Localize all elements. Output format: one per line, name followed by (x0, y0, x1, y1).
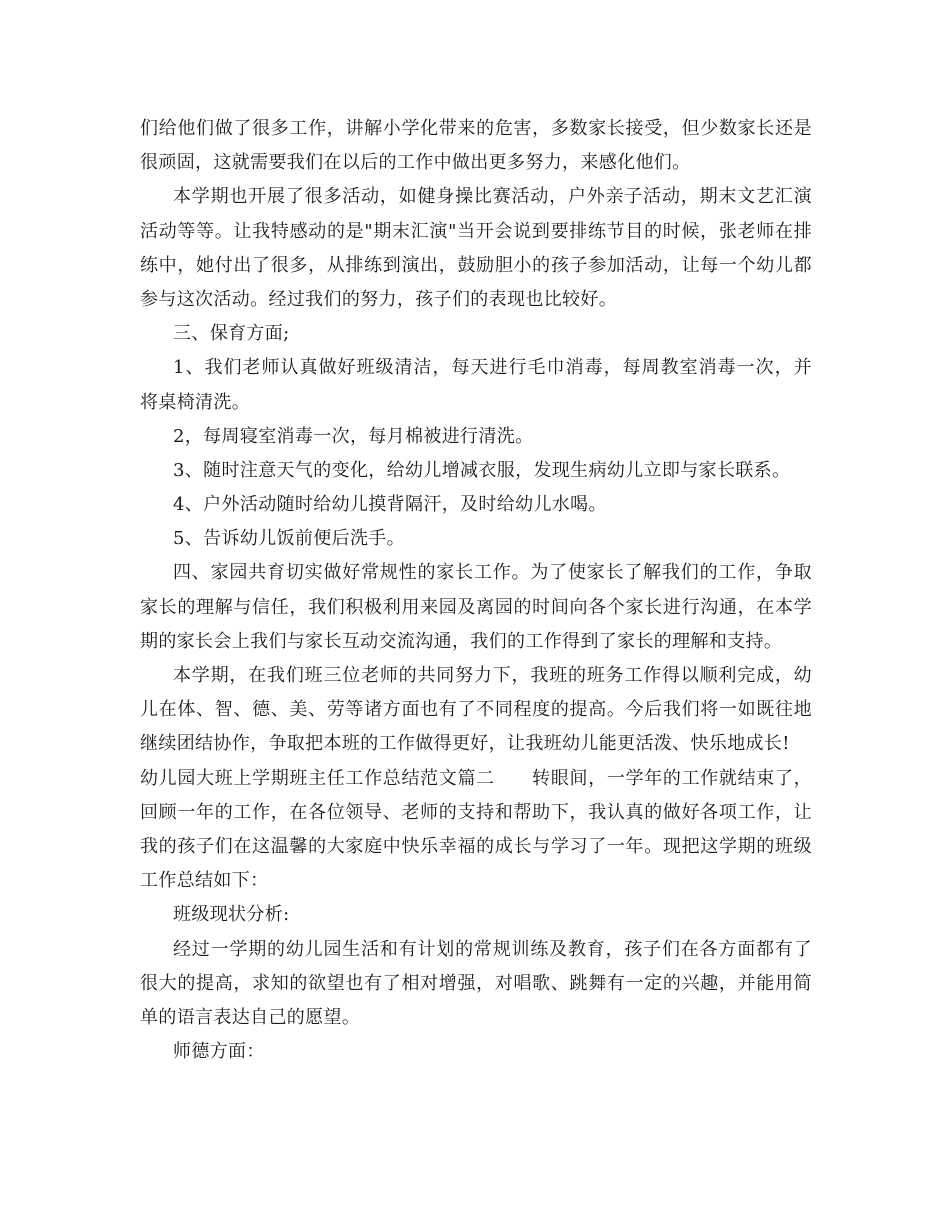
text-line: 将桌椅清洗。 (140, 391, 251, 413)
text-line: 1、我们老师认真做好班级清洁，每天进行毛巾消毒，每周教室消毒一次，并 (173, 357, 812, 379)
text-line: 练中，她付出了很多，从排练到演出，鼓励胆小的孩子参加活动，让每一个幼儿都 (140, 254, 812, 276)
section-heading: 三、保育方面; (173, 323, 290, 345)
text-line: 很大的提高，求知的欲望也有了相对增强，对唱歌、跳舞有一定的兴趣，并能用简 (140, 972, 812, 994)
text-line: 很顽固，这就需要我们在以后的工作中做出更多努力，来感化他们。 (140, 152, 691, 174)
text-line: 继续团结协作，争取把本班的工作做得更好，让我班幼儿能更活泼、快乐地成长! (140, 733, 790, 755)
text-line: 我的孩子们在这温馨的大家庭中快乐幸福的成长与学习了一年。现把这学期的班级 (140, 835, 812, 857)
section-heading: 班级现状分析: (173, 904, 290, 926)
text-line: 儿在体、智、德、美、劳等诸方面也有了不同程度的提高。今后我们将一如既往地 (140, 699, 812, 721)
text-line: 活动等等。让我特感动的是"期末汇演"当开会说到要排练节目的时候，张老师在排 (140, 220, 812, 242)
text-line: 们给他们做了很多工作，讲解小学化带来的危害，多数家长接受，但少数家长还是 (140, 118, 812, 139)
text-line: 单的语言表达自己的愿望。 (140, 1006, 361, 1028)
text-line: 经过一学期的幼儿园生活和有计划的常规训练及教育，孩子们在各方面都有了 (173, 938, 812, 960)
text-line: 5、告诉幼儿饭前便后洗手。 (173, 528, 406, 550)
text-line: 幼儿园大班上学期班主任工作总结范文篇二 转眼间，一学年的工作就结束了， (140, 767, 812, 789)
text-line: 2，每周寝室消毒一次，每月棉被进行清洗。 (173, 425, 534, 447)
text-line: 回顾一年的工作，在各位领导、老师的支持和帮助下，我认真的做好各项工作，让 (140, 801, 812, 823)
text-line: 本学期也开展了很多活动，如健身操比赛活动，户外亲子活动，期末文艺汇演 (173, 186, 812, 208)
section-heading: 师德方面： (173, 1041, 265, 1063)
text-line: 参与这次活动。经过我们的努力，孩子们的表现也比较好。 (140, 288, 618, 310)
text-line: 3、随时注意天气的变化，给幼儿增减衣服，发现生病幼儿立即与家长联系。 (173, 459, 791, 481)
text-line: 家长的理解与信任，我们积极利用来园及离园的时间向各个家长进行沟通，在本学 (140, 596, 812, 618)
text-line: 工作总结如下： (140, 870, 269, 892)
document-body (140, 112, 812, 1069)
text-line: 期的家长会上我们与家长互动交流沟通，我们的工作得到了家长的理解和支持。 (140, 630, 783, 652)
text-line: 四、家园共育切实做好常规性的家长工作。为了使家长了解我们的工作，争取 (173, 562, 812, 584)
text-line: 4、户外活动随时给幼儿摸背隔汗，及时给幼儿水喝。 (173, 494, 607, 516)
text-line: 本学期，在我们班三位老师的共同努力下，我班的班务工作得以顺利完成，幼 (173, 665, 812, 686)
